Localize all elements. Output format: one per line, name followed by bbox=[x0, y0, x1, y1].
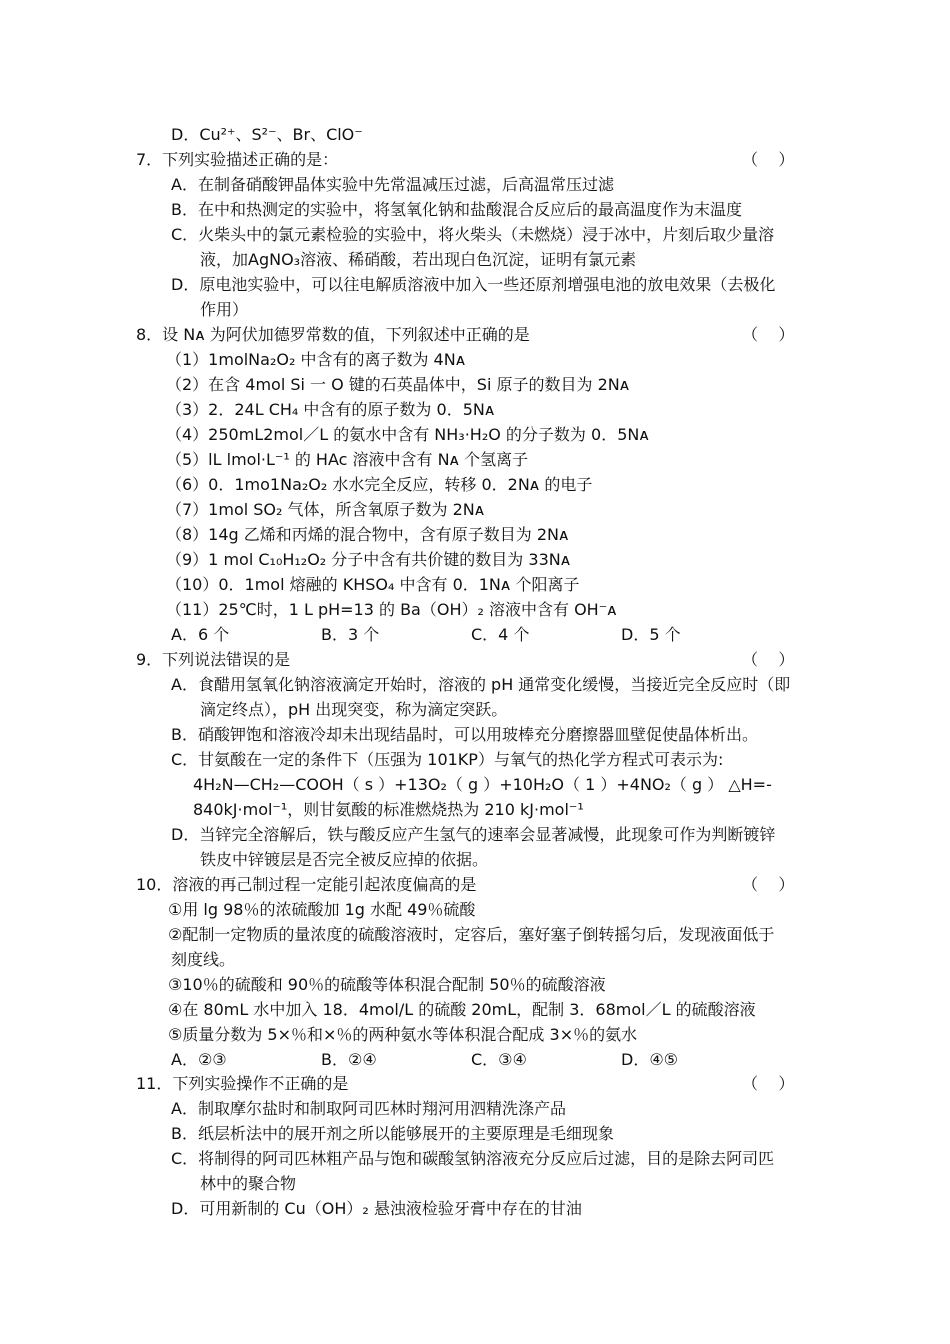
q8-item: （2）在含 4mol Si 一 O 键的石英晶体中，Si 原子的数目为 2Nᴀ bbox=[166, 375, 630, 394]
q11-option-c-line2: 林中的聚合物 bbox=[200, 1174, 297, 1193]
q10-stem: 10．溶液的再己制过程一定能引起浓度偏高的是 bbox=[136, 875, 477, 894]
q8-answer-paren: （ ） bbox=[742, 325, 795, 344]
q8-item: （7）1mol SO₂ 气体，所含氧原子数为 2Nᴀ bbox=[166, 500, 485, 519]
q9-option-c-line1: C．甘氨酸在一定的条件下（压强为 101KP）与氧气的热化学方程式可表示为: bbox=[171, 750, 724, 769]
q7-option-d-line2: 作用） bbox=[200, 300, 249, 319]
q11-option-d: D．可用新制的 Cu（OH）₂ 悬浊液检验牙膏中存在的甘油 bbox=[171, 1199, 582, 1218]
q8-item: （1）1molNa₂O₂ 中含有的离子数为 4Nᴀ bbox=[166, 350, 466, 369]
q7-option-c-line1: C．火柴头中的氯元素检验的实验中，将火柴头（未燃烧）浸于冰中，片刻后取少量溶 bbox=[171, 225, 775, 244]
q7-answer-paren: （ ） bbox=[742, 150, 795, 169]
q9-option-a-line2: 滴定终点），pH 出现突变，称为滴定突跃。 bbox=[200, 700, 508, 719]
q7-option-d-line1: D．原电池实验中，可以往电解质溶液中加入一些还原剂增强电池的放电效果（去极化 bbox=[171, 275, 776, 294]
q7-option-b: B．在中和热测定的实验中，将氢氧化钠和盐酸混合反应后的最高温度作为末温度 bbox=[171, 200, 742, 219]
q10-item-3: ③10％的硫酸和 90％的硫酸等体积混合配制 50％的硫酸溶液 bbox=[168, 975, 606, 994]
q8-item: （5）lL lmol·L⁻¹ 的 HAc 溶液中含有 Nᴀ 个氢离子 bbox=[166, 450, 529, 469]
q10-item-5: ⑤质量分数为 5×％和×％的两种氨水等体积混合配成 3×％的氨水 bbox=[168, 1025, 638, 1044]
q9-option-d-line1: D．当锌完全溶解后，铁与酸反应产生氢气的速率会显著减慢，此现象可作为判断镀锌 bbox=[171, 825, 776, 844]
q8-item: （10）0．1mol 熔融的 KHSO₄ 中含有 0．1Nᴀ 个阳离子 bbox=[166, 575, 580, 594]
q11-option-c-line1: C．将制得的阿司匹林粗产品与饱和碳酸氢钠溶液充分反应后过滤，目的是除去阿司匹 bbox=[171, 1149, 775, 1168]
q9-answer-paren: （ ） bbox=[742, 650, 795, 669]
q7-option-c-line2: 液，加AgNO₃溶液、稀硝酸，若出现白色沉淀，证明有氯元素 bbox=[200, 250, 637, 269]
q8-item: （8）14g 乙烯和丙烯的混合物中，含有原子数目为 2Nᴀ bbox=[166, 525, 569, 544]
q9-option-c-equation: 4H₂N—CH₂—COOH（ s ）+13O₂（ g ）+10H₂O（ 1 ）+4NO₂（ g ） △H=- bbox=[193, 775, 772, 794]
q7-option-a: A．在制备硝酸钾晶体实验中先常温减压过滤，后高温常压过滤 bbox=[171, 175, 614, 194]
q11-option-a: A．制取摩尔盐时和制取阿司匹林时翔河用泗精洗涤产品 bbox=[171, 1099, 566, 1118]
q9-option-a-line1: A．食醋用氢氧化钠溶液滴定开始时，溶液的 pH 通常变化缓慢，当接近完全反应时（即 bbox=[171, 675, 791, 694]
q8-choice-d: D．5 个 bbox=[621, 625, 681, 644]
q6-option-d: D．Cu²⁺、S²⁻、Br、ClO⁻ bbox=[171, 125, 363, 144]
q11-answer-paren: （ ） bbox=[742, 1074, 795, 1093]
q9-option-c-line3: 840kJ·mol⁻¹，则甘氨酸的标准燃烧热为 210 kJ·mol⁻¹ bbox=[193, 800, 584, 819]
q9-option-b: B．硝酸钾饱和溶液冷却未出现结晶时，可以用玻棒充分磨擦器皿壁促使晶体析出。 bbox=[171, 725, 758, 744]
q7-stem: 7．下列实验描述正确的是： bbox=[136, 150, 339, 169]
q10-item-2-line1: ②配制一定物质的量浓度的硫酸溶液时，定容后，塞好塞子倒转摇匀后，发现液面低于 bbox=[168, 925, 775, 944]
q8-item: （9）1 mol C₁₀H₁₂O₂ 分子中含有共价键的数目为 33Nᴀ bbox=[166, 550, 571, 569]
q10-choice-a: A．②③ bbox=[171, 1050, 227, 1069]
q8-choice-a: A．6 个 bbox=[171, 625, 230, 644]
q10-choice-c: C．③④ bbox=[471, 1050, 527, 1069]
q8-item: （11）25℃时，1 L pH=13 的 Ba（OH）₂ 溶液中含有 OH⁻ᴀ bbox=[166, 600, 617, 619]
q10-choice-d: D．④⑤ bbox=[621, 1050, 679, 1069]
q10-choice-b: B．②④ bbox=[321, 1050, 377, 1069]
q10-item-1: ①用 lg 98％的浓硫酸加 1g 水配 49％硫酸 bbox=[168, 900, 476, 919]
q8-stem: 8．设 Nᴀ 为阿伏加德罗常数的值，下列叙述中正确的是 bbox=[136, 325, 530, 344]
q8-item: （6）0．1mo1Na₂O₂ 水水完全反应，转移 0．2Nᴀ 的电子 bbox=[166, 475, 593, 494]
q9-stem: 9．下列说法错误的是 bbox=[136, 650, 291, 669]
q8-item: （4）250mL2mol／L 的氨水中含有 NH₃·H₂O 的分子数为 0．5Nᴀ bbox=[166, 425, 649, 444]
q8-choice-c: C．4 个 bbox=[471, 625, 530, 644]
q11-option-b: B．纸层析法中的展开剂之所以能够展开的主要原理是毛细现象 bbox=[171, 1124, 614, 1143]
q9-option-d-line2: 铁皮中锌镀层是否完全被反应掉的依据。 bbox=[200, 850, 489, 869]
q10-item-4: ④在 80mL 水中加入 18．4mol/L 的硫酸 20mL，配制 3．68mol／L 的硫酸溶液 bbox=[168, 1000, 756, 1019]
q8-item: （3）2．24L CH₄ 中含有的原子数为 0．5Nᴀ bbox=[166, 400, 495, 419]
q10-answer-paren: （ ） bbox=[742, 875, 795, 894]
q8-choice-b: B．3 个 bbox=[321, 625, 380, 644]
q10-item-2-line2: 刻度线。 bbox=[171, 950, 236, 969]
q11-stem: 11．下列实验操作不正确的是 bbox=[136, 1074, 349, 1093]
